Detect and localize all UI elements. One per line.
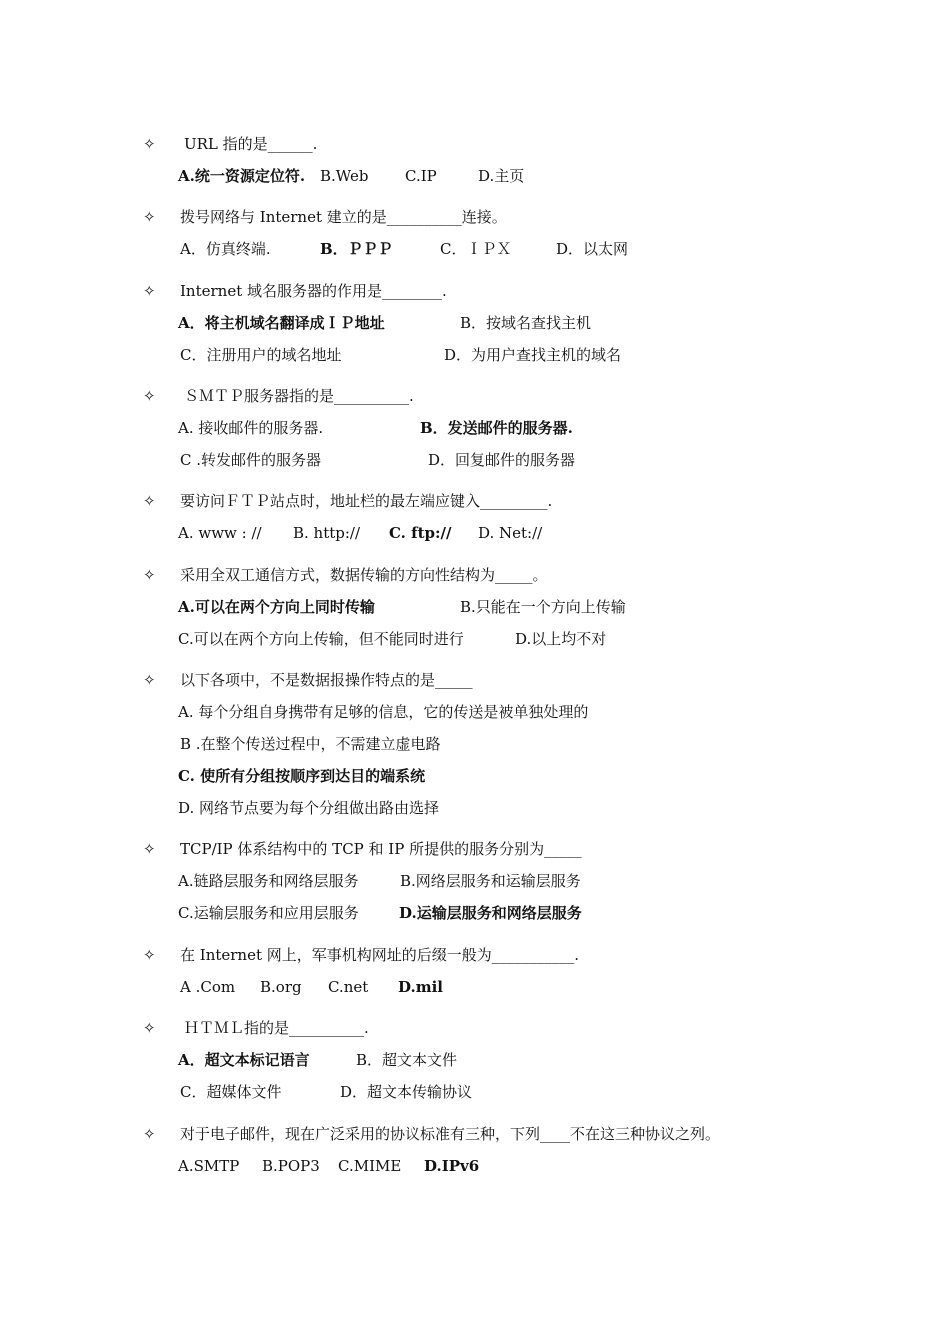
- bullet-icon: ✧: [143, 671, 156, 689]
- bullet-icon: ✧: [143, 946, 156, 964]
- option-c: C．ＩＰＸ: [440, 240, 512, 258]
- question-stem: 采用全双工通信方式，数据传输的方向性结构为_____。: [180, 566, 548, 584]
- option-b: B．ＰＰＰ: [320, 240, 393, 258]
- option-c: C. 使所有分组按顺序到达目的端系统: [178, 767, 426, 785]
- option-a: A.可以在两个方向上同时传输: [178, 598, 375, 616]
- option-b: B.POP3: [262, 1157, 320, 1175]
- option-d: D.运输层服务和网络层服务: [399, 904, 582, 922]
- bullet-icon: ✧: [143, 492, 156, 510]
- option-b: B.只能在一个方向上传输: [460, 598, 626, 616]
- option-a: A.链路层服务和网络层服务: [178, 872, 359, 890]
- option-d: D．为用户查找主机的域名: [444, 346, 622, 364]
- question-stem: ＳＭＴＰ服务器指的是__________.: [184, 387, 414, 405]
- option-d: D. 网络节点要为每个分组做出路由选择: [178, 799, 440, 817]
- option-d: D．以太网: [556, 240, 629, 258]
- option-d: D. Net://: [478, 524, 543, 542]
- option-a: A. 接收邮件的服务器.: [178, 419, 324, 437]
- bullet-icon: ✧: [143, 135, 156, 153]
- option-d: D.以上均不对: [515, 630, 607, 648]
- question-stem: 以下各项中，不是数据报操作特点的是_____: [180, 671, 473, 689]
- option-c: C.运输层服务和应用层服务: [178, 904, 359, 922]
- option-c: C．超媒体文件: [180, 1083, 282, 1101]
- option-d: D.主页: [478, 167, 525, 185]
- option-b: B.org: [260, 978, 302, 996]
- option-d: D．回复邮件的服务器: [428, 451, 576, 469]
- option-b: B.Web: [320, 167, 369, 185]
- option-a: A. 每个分组自身携带有足够的信息，它的传送是被单独处理的: [178, 703, 589, 721]
- option-a: A．将主机域名翻译成ＩＰ地址: [178, 314, 385, 332]
- bullet-icon: ✧: [143, 208, 156, 226]
- option-c: C. ftp://: [389, 524, 452, 542]
- option-a: A.SMTP: [178, 1157, 240, 1175]
- option-b: B .在整个传送过程中，不需建立虚电路: [180, 735, 441, 753]
- question-stem: ＨＴＭＬ指的是__________.: [184, 1019, 369, 1037]
- option-b: B. http://: [293, 524, 361, 542]
- bullet-icon: ✧: [143, 840, 156, 858]
- option-c: C.MIME: [338, 1157, 402, 1175]
- option-b: B．发送邮件的服务器.: [420, 419, 573, 437]
- question-stem: URL 指的是______.: [184, 135, 318, 153]
- option-b: B．按域名查找主机: [460, 314, 592, 332]
- option-a: A．超文本标记语言: [178, 1051, 310, 1069]
- option-a: A .Com: [180, 978, 236, 996]
- option-d: D.mil: [398, 978, 443, 996]
- question-stem: 在 Internet 网上，军事机构网址的后缀一般为___________.: [180, 946, 580, 964]
- option-c: C .转发邮件的服务器: [180, 451, 322, 469]
- option-b: B．超文本文件: [356, 1051, 458, 1069]
- bullet-icon: ✧: [143, 1125, 156, 1143]
- option-b: B.网络层服务和运输层服务: [400, 872, 581, 890]
- option-a: A.统一资源定位符.: [178, 167, 306, 185]
- bullet-icon: ✧: [143, 282, 156, 300]
- bullet-icon: ✧: [143, 387, 156, 405]
- option-c: C.IP: [405, 167, 437, 185]
- option-c: C.可以在两个方向上传输，但不能同时进行: [178, 630, 464, 648]
- question-stem: 拨号网络与 Internet 建立的是__________连接。: [180, 208, 507, 226]
- option-d: D．超文本传输协议: [340, 1083, 473, 1101]
- question-stem: TCP/IP 体系结构中的 TCP 和 IP 所提供的服务分别为_____: [180, 840, 582, 858]
- bullet-icon: ✧: [143, 1019, 156, 1037]
- option-d: D.IPv6: [424, 1157, 480, 1175]
- option-c: C.net: [328, 978, 369, 996]
- option-c: C．注册用户的域名地址: [180, 346, 342, 364]
- question-stem: Internet 域名服务器的作用是________.: [180, 282, 447, 300]
- option-a: A. www : //: [178, 524, 262, 542]
- question-stem: 对于电子邮件，现在广泛采用的协议标准有三种，下列____不在这三种协议之列。: [180, 1125, 721, 1143]
- question-stem: 要访问ＦＴＰ站点时，地址栏的最左端应键入_________.: [180, 492, 553, 510]
- bullet-icon: ✧: [143, 566, 156, 584]
- option-a: A．仿真终端.: [180, 240, 271, 258]
